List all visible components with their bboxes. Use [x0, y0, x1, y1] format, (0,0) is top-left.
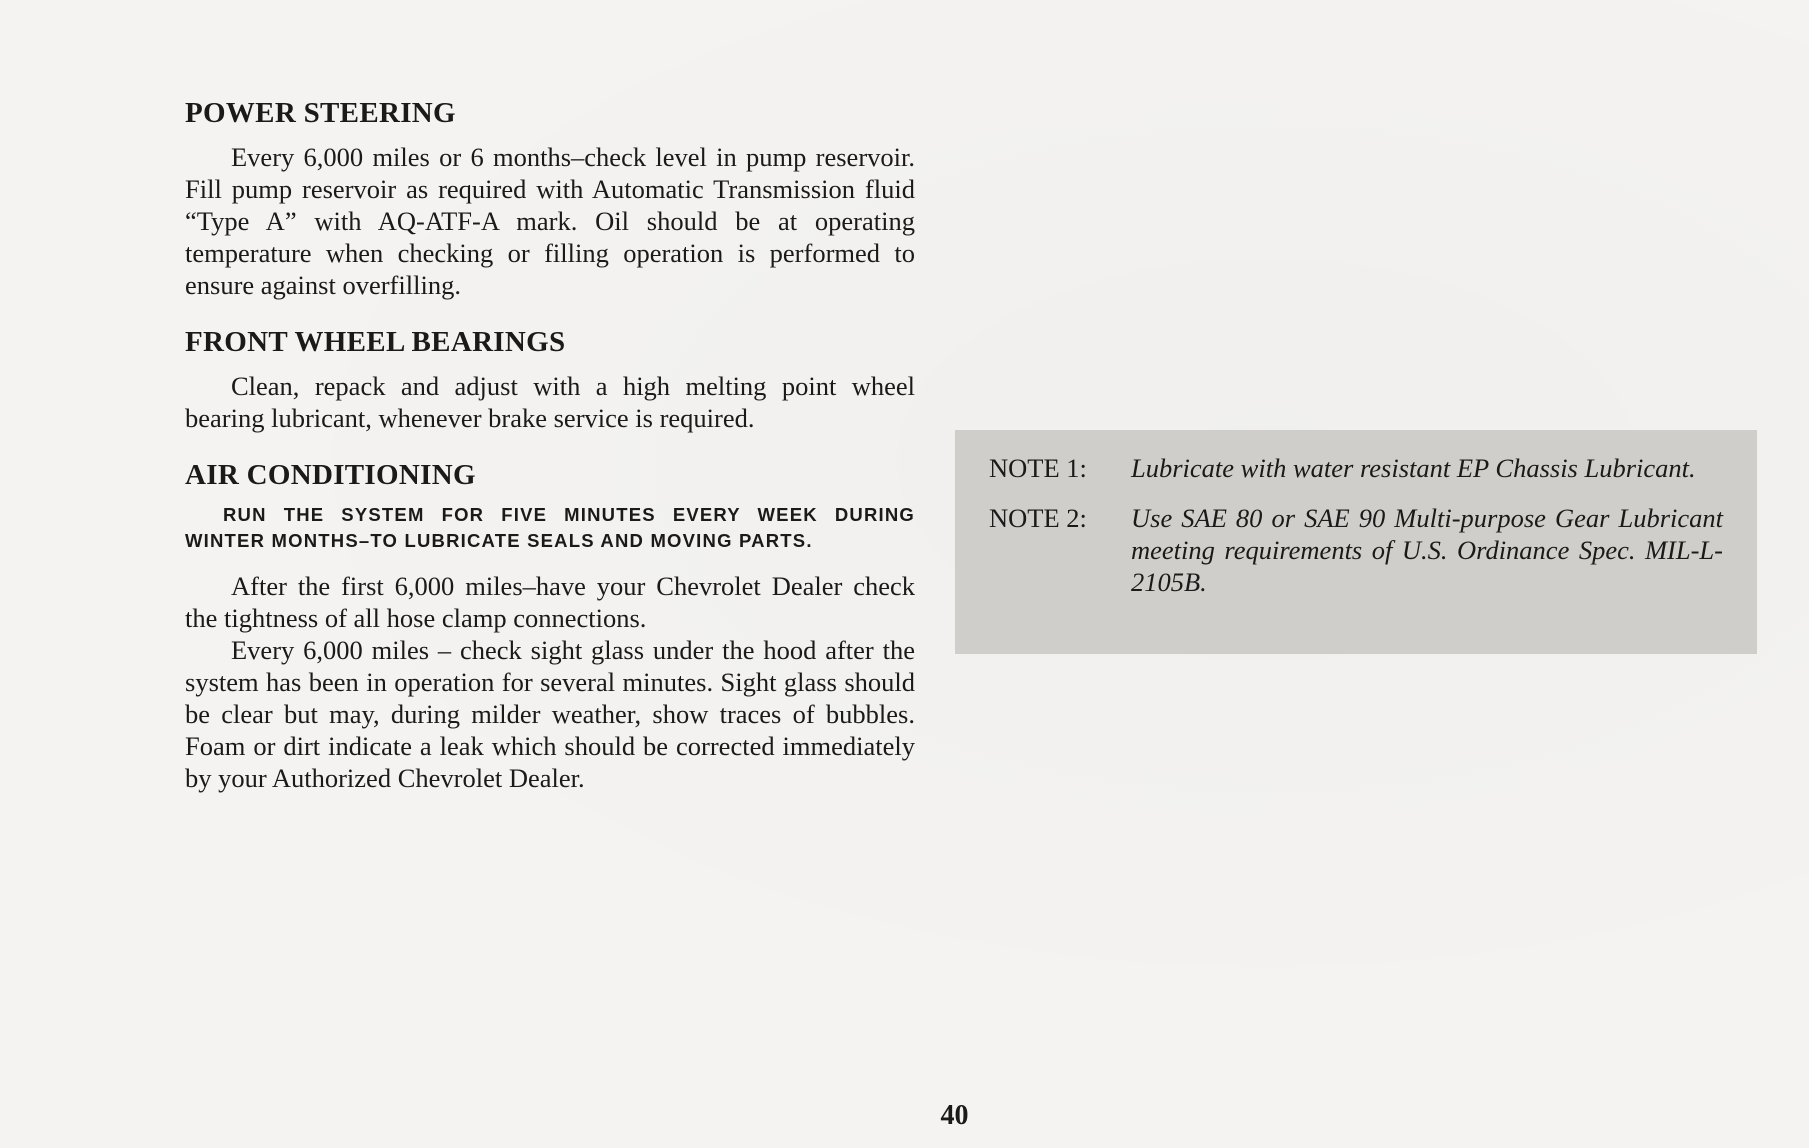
paragraph: After the first 6,000 miles–have your Chevrolet Dealer check the tightness of all hose clamp connections.: [185, 571, 915, 634]
section-heading: AIR CONDITIONING: [185, 458, 476, 491]
note-label: NOTE 2:: [989, 503, 1087, 533]
note-row: [989, 502, 1723, 598]
page-number: 40: [940, 1100, 969, 1131]
section-air-conditioning: [185, 458, 915, 795]
note-text: Use SAE 80 or SAE 90 Multi-purpose Gear Lubricant meeting requirements of U.S. Ordinance Spec. MIL-L-2105B.: [1131, 503, 1723, 597]
note-row: [989, 452, 1723, 484]
section-power-steering: [185, 96, 915, 301]
left-column: [185, 96, 915, 818]
paragraph: Every 6,000 miles – check sight glass under the hood after the system has been in operation for several minutes. Sight glass should be clear but may, during milder weather, show traces of bubbles. Foam or dirt indicate a leak which should be corrected immediately by your Authorized Chevrolet Dealer.: [185, 635, 915, 794]
caps-instruction: RUN THE SYSTEM FOR FIVE MINUTES EVERY WEEK DURING WINTER MONTHS–TO LUBRICATE SEALS AND MOVING PARTS.: [185, 504, 915, 552]
section-heading: FRONT WHEEL BEARINGS: [185, 325, 566, 358]
paragraph: Every 6,000 miles or 6 months–check level in pump reservoir. Fill pump reservoir as required with Automatic Transmission fluid “Type A” with AQ-ATF-A mark. Oil should be at operating temperature when checking or filling operation is performed to ensure against overfilling.: [185, 141, 915, 300]
section-front-wheel-bearings: [185, 325, 915, 434]
notes-box: [955, 430, 1757, 654]
paragraph: Clean, repack and adjust with a high melting point wheel bearing lubricant, whenever brake service is required.: [185, 370, 915, 433]
note-label: NOTE 1:: [989, 453, 1087, 483]
section-heading: POWER STEERING: [185, 97, 456, 129]
note-text: Lubricate with water resistant EP Chassis Lubricant.: [1131, 453, 1696, 483]
